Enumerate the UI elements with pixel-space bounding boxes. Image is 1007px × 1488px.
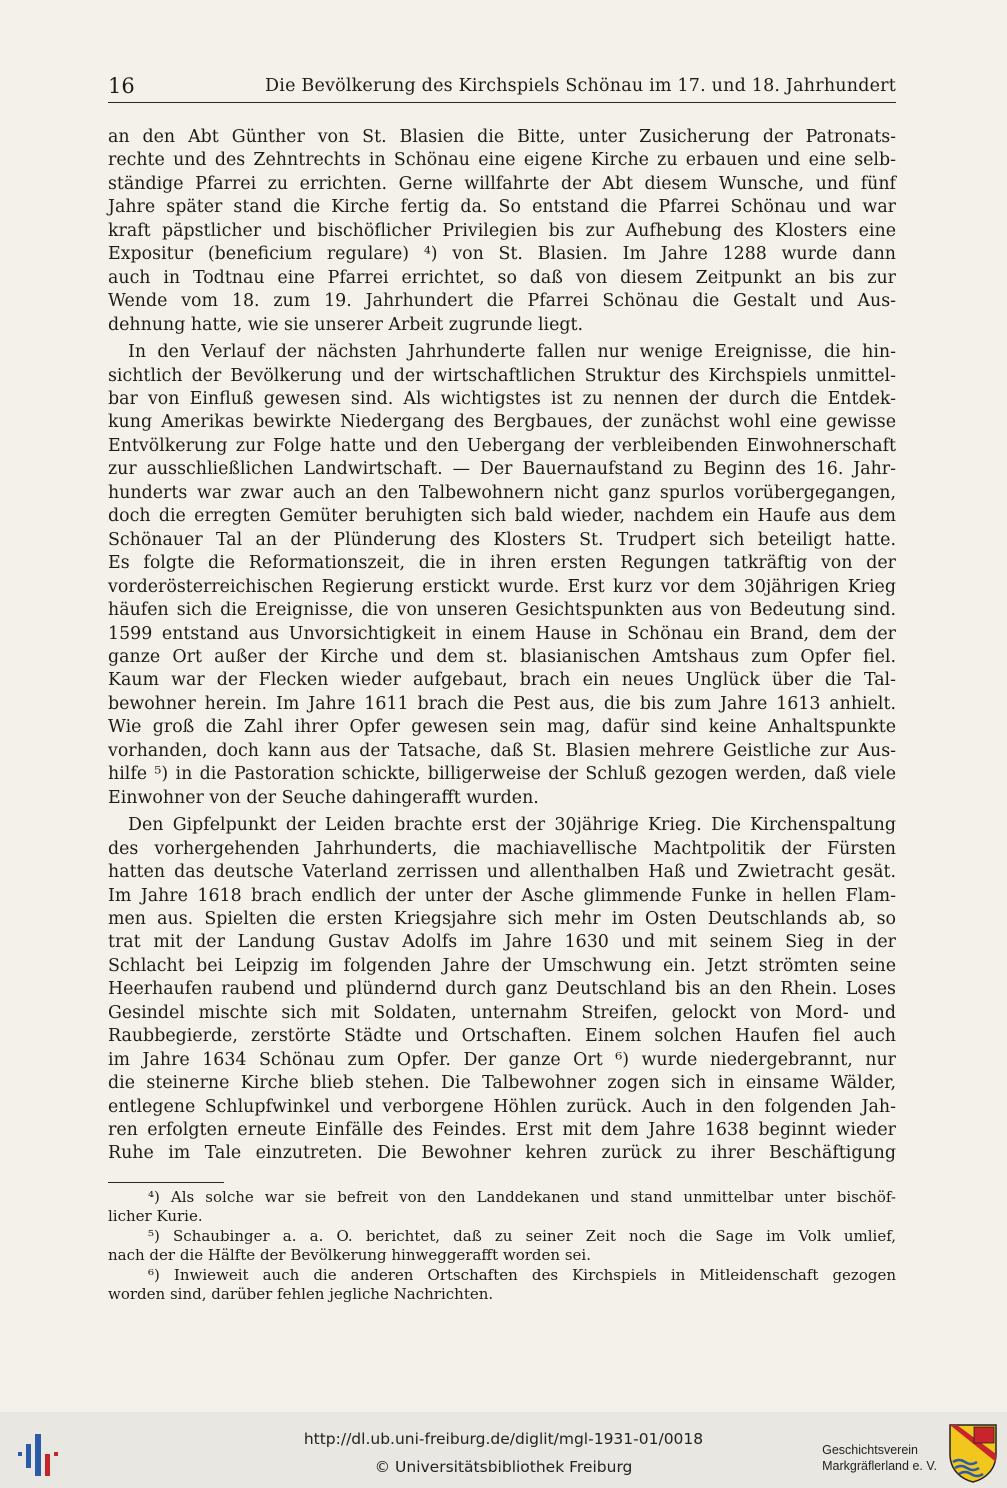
text-line: hilfe ⁵) in die Pastoration schickte, billigerweise der Schluß gezogen werden, daß viele (108, 764, 896, 785)
footer-bar (0, 1412, 1007, 1488)
text-line: im Jahre 1634 Schönau zum Opfer. Der ganze Ort ⁶) wurde niedergebrannt, nur (108, 1049, 896, 1070)
text-line: an den Abt Günther von St. Blasien die Bitte, unter Zusicherung der Patronats- (108, 127, 896, 147)
text-line: hatten das deutsche Vaterland zerrissen und allenthalben Haß und Zwietracht gesät. (108, 862, 896, 883)
text-line: Raubbegierde, zerstörte Städte und Ortschaften. Einem solchen Haufen fiel auch (108, 1026, 896, 1047)
text-line: zur ausschließlichen Landwirtschaft. — Der Bauernaufstand zu Beginn des 16. Jahr- (108, 459, 896, 480)
text-line: Expositur (beneficium regulare) ⁴) von St. Blasien. Im Jahre 1288 wurde dann (108, 244, 896, 265)
text-line: Kaum war der Flecken wieder aufgebaut, brach ein neues Unglück über die Tal- (108, 670, 896, 691)
text-line: Wie groß die Zahl ihrer Opfer gewesen sein mag, dafür sind keine Anhaltspunkte (108, 717, 896, 738)
text-line: kraft päpstlicher und bischöflicher Privilegien bis zur Aufhebung des Klosters eine (108, 220, 896, 241)
page-number: 16 (108, 74, 135, 98)
text-line: vorderösterreichischen Regierung erstickt wurde. Erst kurz vor dem 30jährigen Krieg (108, 576, 896, 597)
text-line: des vorhergehenden Jahrhunderts, die machiavellische Machtpolitik der Fürsten (108, 838, 896, 859)
footnotes (108, 1188, 896, 1305)
text-line: entlegene Schlupfwinkel und verborgene Höhlen zurück. Auch in den folgenden Jah- (108, 1096, 896, 1117)
text-line: Jahre später stand die Kirche fertig da. So entstand die Pfarrei Schönau und war (108, 197, 896, 218)
text-line: Ruhe im Tale einzutreten. Die Bewohner kehren zurück zu ihrer Beschäftigung (108, 1143, 896, 1164)
permalink-url[interactable]: http://dl.ub.uni-freiburg.de/diglit/mgl-1931-01/0018 (303, 1430, 704, 1448)
text-line: hunderts war zwar auch an den Talbewohnern nicht ganz spurlos vorübergegangen, (108, 482, 896, 503)
footnote-line: nach der die Hälfte der Bevölkerung hinweggerafft worden sei. (108, 1246, 591, 1264)
text-line: Im Jahre 1618 brach endlich der unter der Asche glimmende Funke in hellen Flam- (108, 885, 896, 906)
text-line: Entvölkerung zur Folge hatte und den Uebergang der verbleibenden Einwohnerschaft (108, 435, 896, 456)
paragraph-1 (108, 126, 896, 337)
text-line: ständige Pfarrei zu errichten. Gerne willfahrte der Abt diesem Wunsche, und fünf (108, 173, 896, 194)
text-line: doch die erregten Gemüter beruhigten sich bald wieder, nachdem ein Haufe aus dem (108, 506, 896, 527)
text-line: men aus. Spielten die ersten Kriegsjahre sich mehr im Osten Deutschlands ab, so (108, 908, 896, 929)
text-line: häufen sich die Ereignisse, die von unseren Gesichtspunkten aus von Bedeutung sind. (108, 600, 896, 621)
footnote-line: ⁵) Schaubinger a. a. O. berichtet, daß zu seiner Zeit noch die Sage im Volk umlief, (148, 1227, 896, 1245)
footnote-6 (108, 1266, 896, 1304)
text-line: kung Amerikas bewirkte Niedergang des Bergbaues, der zunächst wohl eine gewisse (108, 412, 896, 433)
society-line: Markgräflerland e. V. (822, 1459, 937, 1473)
text-line: rechte und des Zehntrechts in Schönau eine eigene Kirche zu erbauen und eine selb- (108, 150, 896, 171)
text-line: Gesindel mischte sich mit Soldaten, unternahm Streifen, gelockt von Mord- und (108, 1002, 896, 1023)
page-header (108, 72, 896, 103)
body-text (108, 126, 896, 1170)
text-line: trat mit der Landung Gustav Adolfs im Jahre 1630 und mit seinem Sieg in der (108, 932, 896, 953)
text-line: vorhanden, doch kann aus der Tatsache, daß St. Blasien mehrere Geistliche zur Aus- (108, 740, 896, 761)
text-line: Schönauer Tal an der Plünderung des Klosters St. Trudpert sich beteiligt hatte. (108, 529, 896, 550)
running-title: Die Bevölkerung des Kirchspiels Schönau im 17. und 18. Jahrhundert (265, 76, 896, 96)
footnote-line: worden sind, darüber fehlen jegliche Nachrichten. (108, 1285, 494, 1303)
footnote-line: ⁶) Inwieweit auch die anderen Ortschaften des Kirchspiels in Mitleidenschaft gezogen (148, 1266, 896, 1284)
text-line: bar von Einfluß gewesen sind. Als wichtigstes ist zu nennen der durch die Entdek- (108, 388, 896, 409)
footnote-4 (108, 1188, 896, 1226)
text-line: Wende vom 18. zum 19. Jahrhundert die Pfarrei Schönau die Gestalt und Aus- (108, 291, 896, 312)
text-line: ren erfolgten erneute Einfälle des Feindes. Erst mit dem Jahre 1638 beginnt wieder (108, 1120, 896, 1141)
paragraph-3 (108, 814, 896, 1166)
text-line: Einwohner von der Seuche dahingerafft wurden. (108, 787, 539, 808)
text-line: die steinerne Kirche blieb stehen. Die Talbewohner zogen sich in einsame Wälder, (108, 1073, 896, 1094)
text-line: bewohner herein. Im Jahre 1611 brach die Pest aus, die bis zum Jahre 1613 anhielt. (108, 693, 896, 714)
text-line: Den Gipfelpunkt der Leiden brachte erst der 30jährige Krieg. Die Kirchenspaltung (128, 815, 896, 836)
text-line: Heerhaufen raubend und plündernd durch ganz Deutschland bis an den Rhein. Loses (108, 979, 896, 1000)
footnote-line: licher Kurie. (108, 1207, 203, 1225)
text-line: In den Verlauf der nächsten Jahrhunderte fallen nur wenige Ereignisse, die hin- (128, 342, 896, 363)
text-line: sichtlich der Bevölkerung und der wirtschaftlichen Struktur des Kirchspiels unmittel- (108, 365, 896, 386)
footnote-rule (108, 1182, 224, 1183)
footnote-5 (108, 1227, 896, 1265)
society-line: Geschichtsverein (822, 1443, 918, 1457)
text-line: 1599 entstand aus Unvorsichtigkeit in einem Hause in Schönau ein Brand, dem der (108, 623, 896, 644)
footnote-line: ⁴) Als solche war sie befreit von den Landdekanen und stand unmittelbar unter bischöf- (148, 1188, 896, 1206)
text-line: Es folgte die Reformationszeit, die in ihren ersten Regungen tatkräftig von der (108, 553, 896, 574)
text-line: auch in Todtnau eine Pfarrei errichtet, so daß von diesem Zeitpunkt an bis zur (108, 267, 896, 288)
paragraph-2 (108, 341, 896, 810)
text-line: Schlacht bei Leipzig im folgenden Jahre der Umschwung ein. Jetzt strömten seine (108, 955, 896, 976)
text-line: dehnung hatte, wie sie unserer Arbeit zugrunde liegt. (108, 314, 584, 335)
copyright-notice: © Universitätsbibliothek Freiburg (374, 1458, 633, 1476)
text-line: ganze Ort außer der Kirche und dem st. blasianischen Amtshaus zum Opfer fiel. (108, 646, 896, 667)
society-name (822, 1442, 937, 1474)
coat-of-arms-icon (947, 1422, 999, 1484)
